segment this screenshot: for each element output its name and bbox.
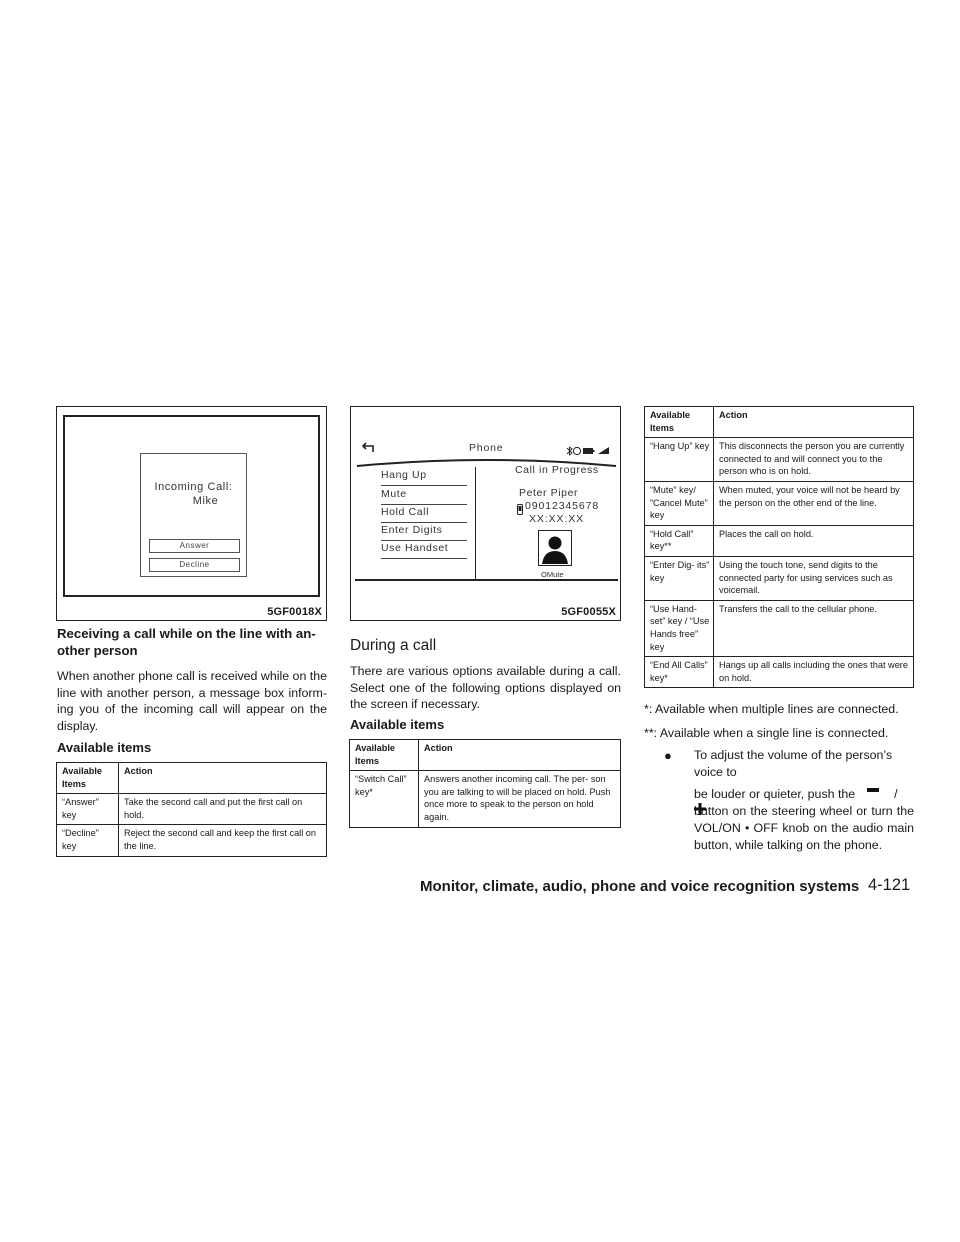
during-call-heading: During a call	[350, 637, 437, 654]
available-items-heading-left: Available items	[57, 740, 152, 755]
table-header-action: Action	[119, 763, 327, 794]
table-row	[350, 771, 621, 827]
table-row	[645, 556, 914, 600]
caller-name: Peter Piper	[519, 487, 579, 499]
slash-separator: /	[894, 787, 898, 801]
menu-divider	[475, 467, 476, 579]
table-cell-item: “Hang Up” key	[645, 438, 714, 482]
minus-icon	[867, 788, 879, 792]
menu-use-handset[interactable]: Use Handset	[381, 541, 467, 559]
screen-title: Phone	[469, 442, 504, 454]
table-cell-item: “Hold Call” key**	[645, 525, 714, 556]
bullet-line-4: VOL/ON • OFF knob on the audio main	[694, 821, 914, 835]
during-call-paragraph: There are various options available during a call. Select one of the following options displayed on the screen if necessary.	[350, 664, 621, 712]
table-cell-item: “End All Calls” key*	[645, 657, 714, 688]
dialog-title-line2: Mike	[192, 495, 219, 507]
table-cell-action: Transfers the call to the cellular phone.	[714, 600, 914, 656]
answer-button[interactable]: Answer	[149, 539, 240, 553]
table-header-row	[645, 407, 914, 438]
menu-enter-digits[interactable]: Enter Digits	[381, 523, 467, 541]
incoming-call-dialog	[140, 453, 247, 577]
bullet-line-2	[694, 786, 914, 803]
table-header-action: Action	[714, 407, 914, 438]
table-row	[645, 600, 914, 656]
phone-icon	[517, 502, 523, 520]
display-screen	[63, 415, 320, 597]
table-cell-action: Answers another incoming call. The per- son you are talking to will be placed on hold. Push once more to speak to the person on hold again.	[419, 771, 621, 827]
call-timer: XX:XX:XX	[529, 513, 585, 525]
footnote-single-line: **: Available when a single line is connected.	[644, 726, 889, 740]
bullet-line-5: button, while talking on the phone.	[694, 838, 883, 852]
menu-hang-up[interactable]: Hang Up	[381, 468, 467, 486]
table-cell-action: Hangs up all calls including the ones that were on hold.	[714, 657, 914, 688]
table-cell-item: “Enter Dig- its” key	[645, 556, 714, 600]
table-header-row	[350, 740, 621, 771]
section-heading-line1: Receiving a call while on the line with an-	[57, 626, 316, 641]
table-cell-item: “Answer” key	[57, 794, 119, 825]
caller-number: 09012345678	[525, 500, 600, 512]
figure-label: 5GF0018X	[267, 606, 322, 618]
table-cell-item: “Decline” key	[57, 825, 119, 856]
table-row	[645, 481, 914, 525]
table-header-items: Available Items	[350, 740, 419, 771]
table-row	[645, 525, 914, 556]
mute-indicator[interactable]: OMute	[541, 570, 564, 579]
table-row	[645, 657, 914, 688]
incoming-call-paragraph: When another phone call is received while on the line with another person, a message box inform- ing you of the incoming call will appear on the display.	[57, 669, 328, 733]
items-table-left	[56, 762, 327, 857]
table-cell-action: Take the second call and put the first call on hold.	[119, 794, 327, 825]
table-header-action: Action	[419, 740, 621, 771]
table-header-row	[57, 763, 327, 794]
footer-page-number: 4-121	[868, 876, 911, 894]
figure-incoming-call	[56, 406, 327, 621]
bullet-line-1: To adjust the volume of the person’s voice to	[694, 748, 893, 779]
footer-section-title: Monitor, climate, audio, phone and voice recognition systems	[420, 878, 860, 895]
table-cell-item: “Mute” key/ ”Cancel Mute” key	[645, 481, 714, 525]
table-header-items: Available Items	[57, 763, 119, 794]
table-row	[57, 794, 327, 825]
table-cell-action: Reject the second call and keep the first call on the line.	[119, 825, 327, 856]
section-heading-line2: other person	[57, 643, 138, 658]
available-items-heading-middle: Available items	[350, 717, 445, 732]
table-cell-action: This disconnects the person you are currently connected to and will connect you to the person who is on hold.	[714, 438, 914, 482]
contact-avatar	[538, 530, 572, 566]
call-status: Call in Progress	[515, 464, 599, 476]
footnote-multiple-lines: *: Available when multiple lines are connected.	[644, 702, 899, 716]
menu-hold-call[interactable]: Hold Call	[381, 505, 467, 523]
bullet-text	[694, 747, 914, 854]
dialog-title-line1: Incoming Call:	[154, 481, 233, 493]
table-cell-action: Places the call on hold.	[714, 525, 914, 556]
table-row	[645, 438, 914, 482]
table-cell-action: Using the touch tone, send digits to the connected party for using services such as voicemail.	[714, 556, 914, 600]
table-cell-item: “Use Hand- set” key / “Use Hands free” key	[645, 600, 714, 656]
figure-call-in-progress	[350, 406, 621, 621]
figure-label: 5GF0055X	[561, 606, 616, 618]
table-row	[57, 825, 327, 856]
bullet-line-3: button on the steering wheel or turn the	[694, 804, 914, 818]
table-cell-item: “Switch Call” key*	[350, 771, 419, 827]
bullet-line-2-text: be louder or quieter, push the	[694, 787, 856, 801]
table-header-items: Available Items	[645, 407, 714, 438]
decline-button[interactable]: Decline	[149, 558, 240, 572]
bullet-icon: ●	[664, 748, 672, 763]
menu-mute[interactable]: Mute	[381, 487, 467, 505]
items-table-right	[644, 406, 914, 688]
screen-bottom-line	[355, 579, 618, 581]
table-cell-action: When muted, your voice will not be heard by the person on the other end of the line.	[714, 481, 914, 525]
items-table-middle	[349, 739, 621, 828]
